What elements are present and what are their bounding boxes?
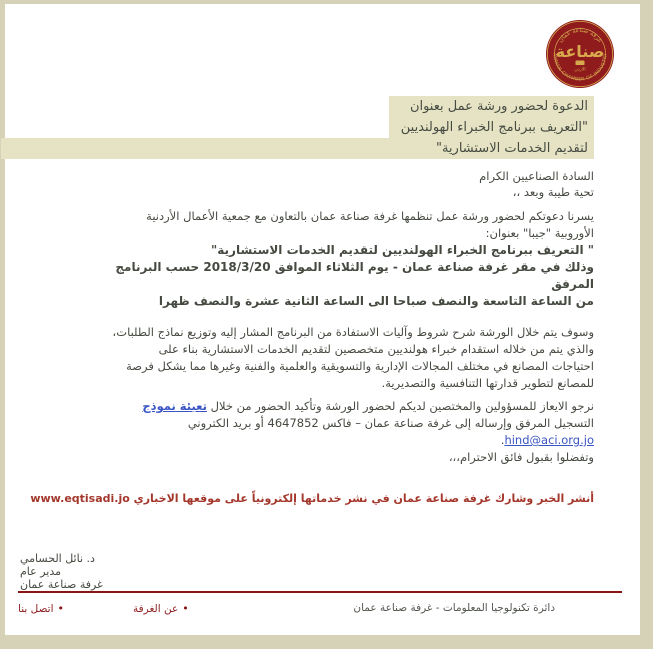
footer-link-about-chamber-label: عن الغرفة: [133, 603, 179, 615]
share-news-line: أنشر الخبر وشارك غرفة صناعة عمان في نشر خدماتها إلكترونياً على موقعها الاخباري www.eqtisadi.jo: [30, 492, 594, 505]
letter-body: [17, 168, 594, 466]
signature-block: [20, 552, 594, 591]
signature-name: د. نائل الحسامي: [20, 552, 95, 565]
salutation-line-2: تحية طيبة وبعد ،،: [512, 185, 594, 199]
logo-emblem-text: الاردن: [574, 67, 586, 73]
salutation-line-1: السادة الصناعيين الكرام: [479, 169, 594, 183]
request-line-1: [17, 398, 594, 415]
registration-form-link[interactable]: تعبئة نموذج: [142, 399, 207, 413]
footer-link-contact-us[interactable]: [18, 602, 64, 615]
closing-line: وتفضلوا بقبول فائق الاحترام،،،: [448, 450, 594, 464]
invitation-title: [5, 96, 594, 159]
request-line-1-text: نرجو الايعاز للمسؤولين والمختصين لديكم لحضور الورشة وتأكيد الحضور من خلال: [206, 399, 594, 413]
body-line-4: للمصانع لتطوير قدارتها التنافسية والتصديرية.: [381, 376, 594, 390]
footer-department-text: دائرة تكنولوجيا المعلومات - غرفة صناعة عمان: [353, 602, 555, 614]
invitation-title-box: [389, 96, 594, 138]
email-link[interactable]: hind@aci.org.jo: [504, 433, 594, 447]
title-line-2: "التعريف ببرنامج الخبراء الهولنديين: [400, 120, 588, 135]
chamber-logo-icon: [545, 18, 615, 90]
letter-paper: [5, 4, 640, 635]
intro-line-2: الأوروبية "جيبا" بعنوان:: [485, 226, 594, 240]
email-period: .: [500, 433, 505, 447]
body-line-2: والذي يتم من خلاله استقدام خبراء هولنديين متخصصين لتقديم الخدمات الاستشارية بناء على: [158, 342, 594, 356]
venue-line-1: وذلك في مقر غرفة صناعة عمان - يوم الثلاثاء الموافق 2018/3/20 حسب البرنامج: [115, 260, 594, 274]
venue-line-2: المرفق: [551, 277, 594, 291]
time-line: من الساعة التاسعة والنصف صباحا الى الساعة الثانية عشرة والنصف ظهرا: [158, 294, 594, 308]
logo-top-arc-text: غرفة صناعة عمان: [556, 26, 604, 44]
body-line-1: وسوف يتم خلال الورشة شرح شروط وآليات الاستفادة من البرنامج المشار إليه وتوزيع نماذج الطلبات،: [112, 325, 594, 339]
email-line: [17, 432, 594, 449]
body-line-3: احتياجات المصانع في مختلف المجالات الإدارية والتسويقية والعلمية والفنية وغيرها مما يشكل فرصة: [126, 359, 594, 373]
bullet-icon: •: [57, 602, 65, 615]
title-line-1: الدعوة لحضور ورشة عمل بعنوان: [409, 99, 588, 114]
signature-org: غرفة صناعة عمان: [20, 578, 103, 591]
footer-divider: [18, 591, 622, 593]
footer-link-contact-us-label: اتصل بنا: [18, 603, 54, 615]
logo-bottom-arc-text: AMMAN CHAMBER OF INDUSTRY: [551, 52, 609, 83]
chamber-seal-icon: [545, 18, 615, 90]
bullet-icon: •: [182, 602, 189, 615]
logo-center-text: صناعة: [555, 42, 605, 61]
intro-line-1: يسرنا دعوتكم لحضور ورشة عمل تنظمها غرفة صناعة عمان بالتعاون مع جمعية الأعمال الأردنية: [146, 209, 594, 223]
footer-link-about-chamber[interactable]: [133, 602, 189, 615]
workshop-title-line: " التعريف ببرنامج الخبراء الهولنديين لتقديم الخدمات الاستشارية": [211, 243, 594, 257]
signature-title: مدير عام: [20, 565, 62, 578]
title-line-3-band: لتقديم الخدمات الاستشارية": [1, 138, 594, 159]
request-line-2: التسجيل المرفق وإرساله إلى غرفة صناعة عمان – فاكس 4647852 أو بريد الكتروني: [187, 416, 594, 430]
